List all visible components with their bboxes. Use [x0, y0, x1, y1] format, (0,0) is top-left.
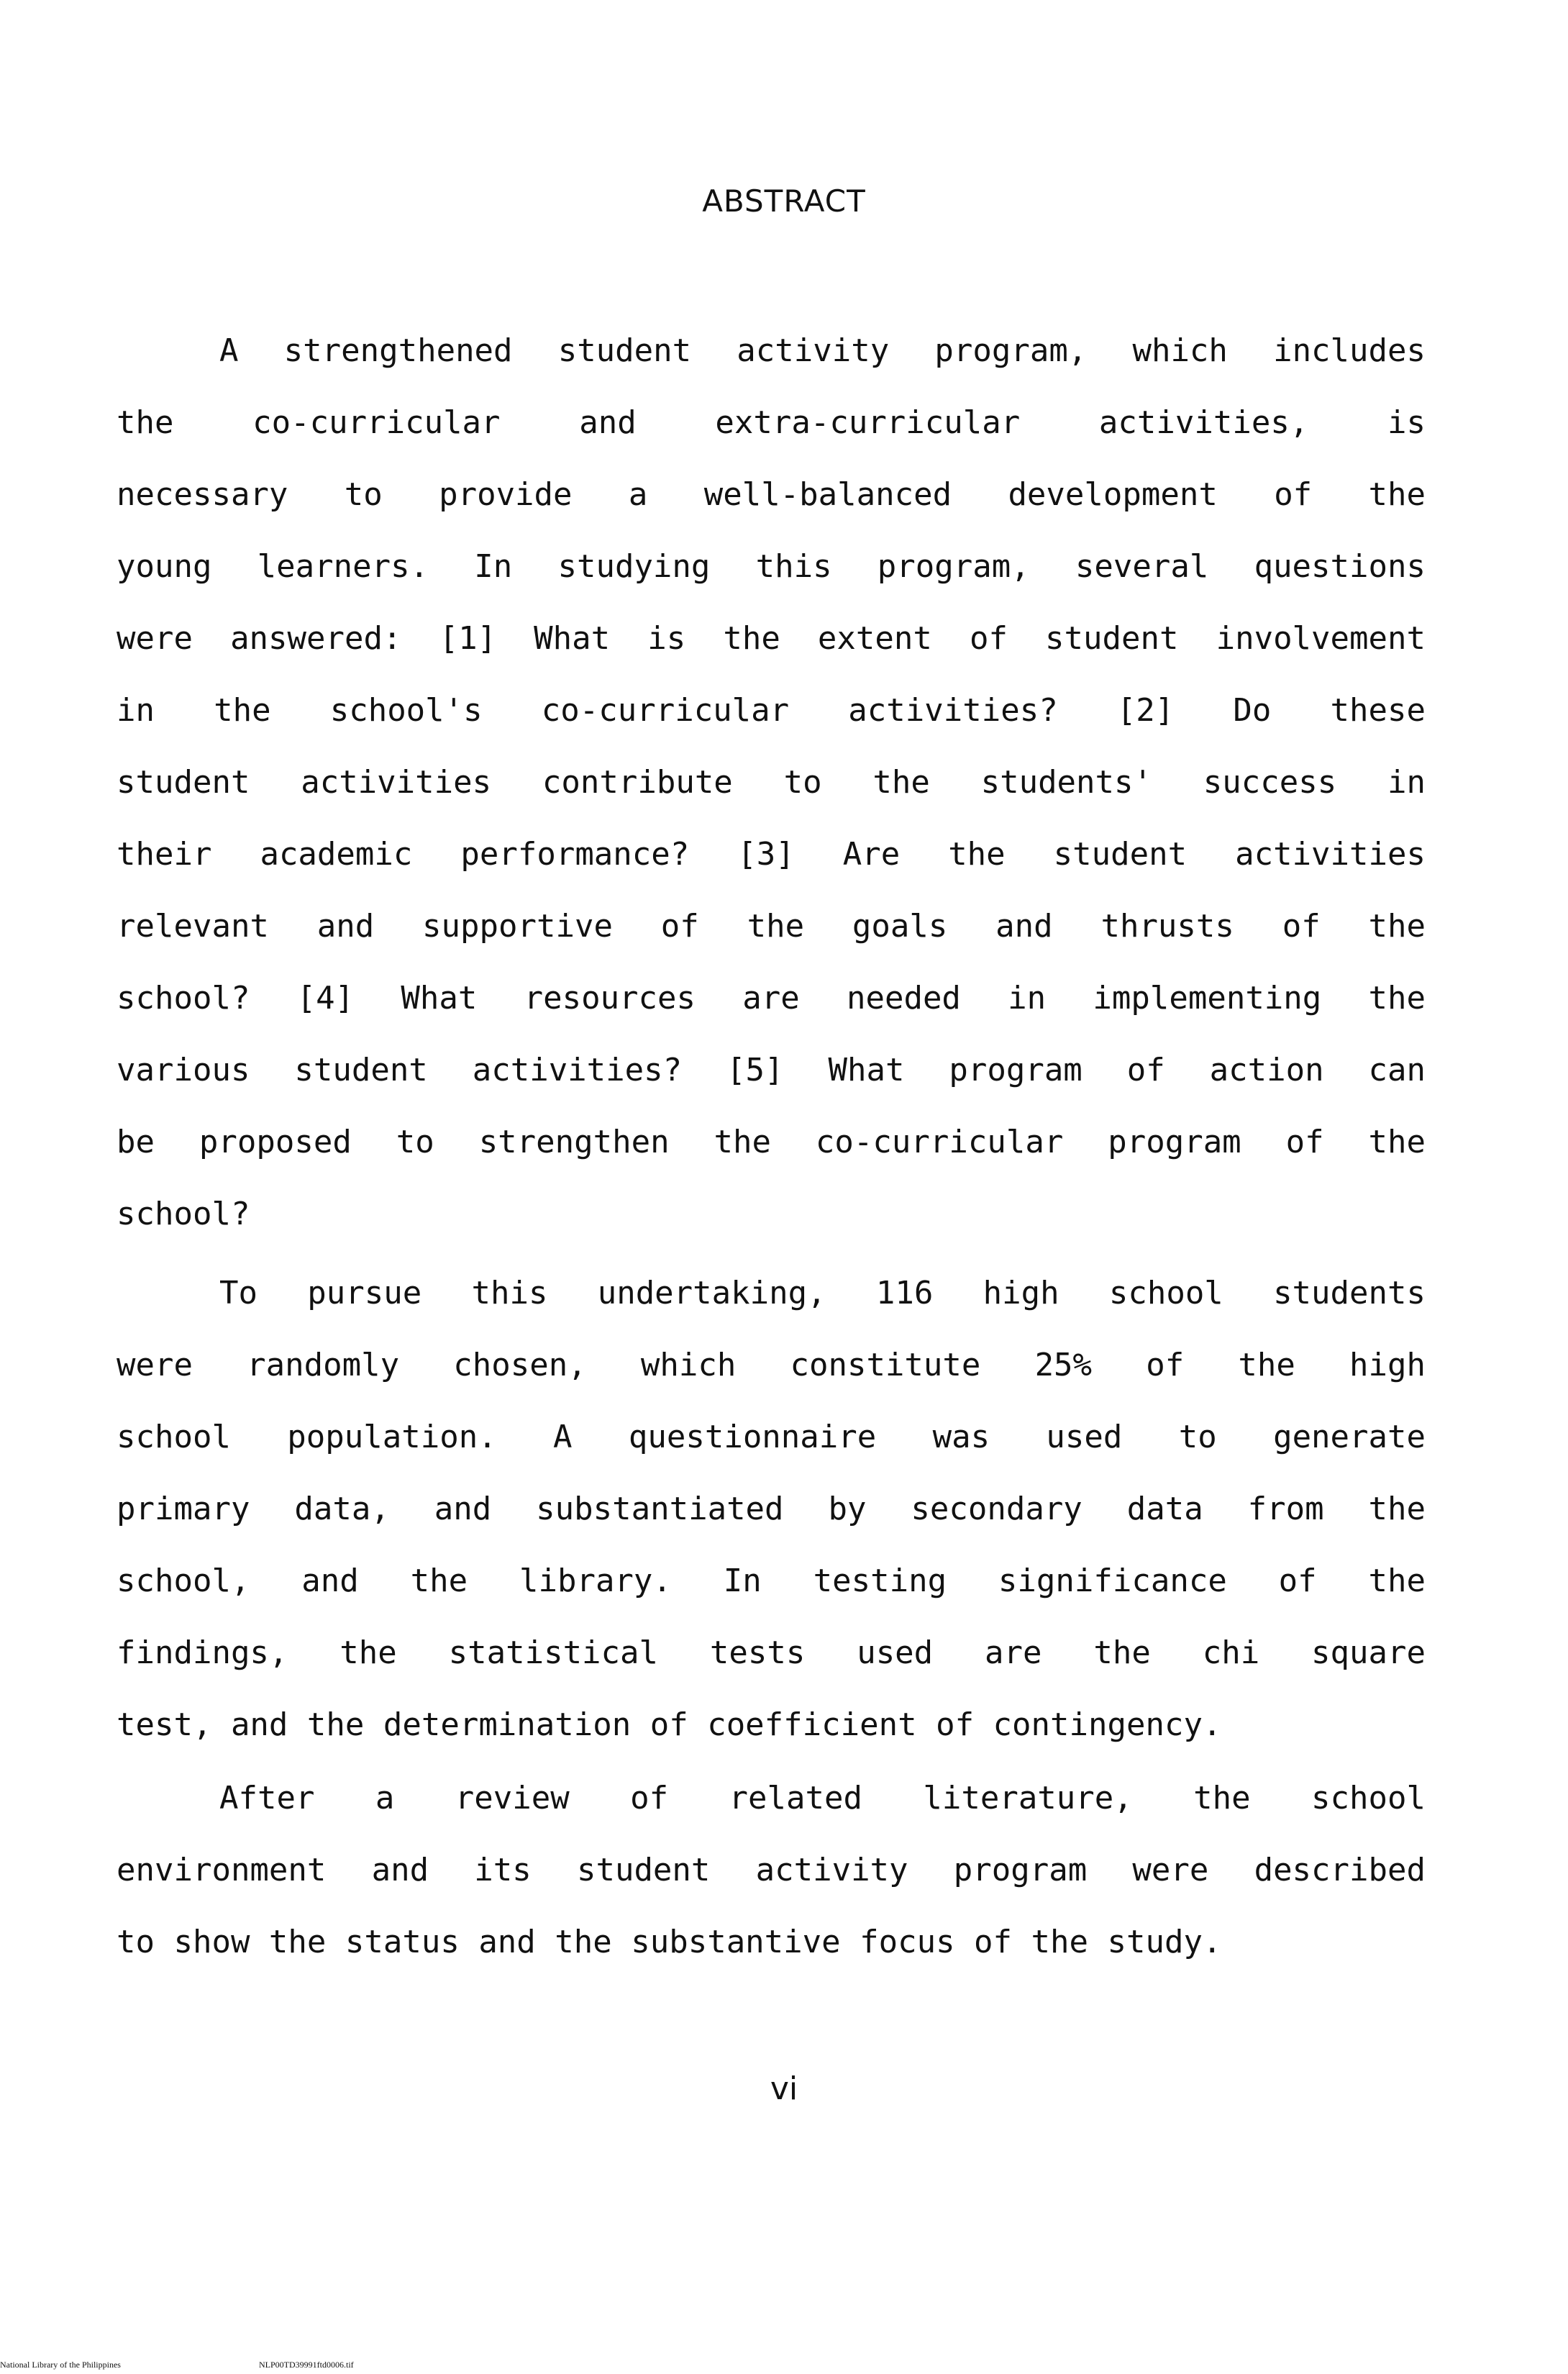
- text-line: school population. A questionnaire was used to generate: [117, 1419, 1426, 1455]
- text-line: school, and the library. In testing significance of the: [117, 1563, 1426, 1599]
- text-line: young learners. In studying this program, several questions: [117, 548, 1426, 585]
- text-line: be proposed to strengthen the co-curricular program of the: [117, 1124, 1426, 1160]
- text-line: school? [4] What resources are needed in implementing the: [117, 980, 1426, 1017]
- page-number: vi: [770, 2070, 798, 2107]
- text-line: relevant and supportive of the goals and thrusts of the: [117, 908, 1426, 945]
- text-line: the co-curricular and extra-curricular activities, is: [117, 404, 1426, 441]
- footer-file: NLP00TD39991ftd0006.tif: [259, 2360, 354, 2370]
- text-line: To pursue this undertaking, 116 high school students: [219, 1275, 1426, 1311]
- text-line: test, and the determination of coefficient of contingency.: [117, 1706, 1222, 1743]
- text-line: were randomly chosen, which constitute 25% of the high: [117, 1347, 1426, 1383]
- scan-footer: [0, 2360, 354, 2370]
- text-line: After a review of related literature, the school: [219, 1780, 1426, 1816]
- text-line: to show the status and the substantive focus of the study.: [117, 1924, 1222, 1960]
- text-line: in the school's co-curricular activities? [2] Do these: [117, 692, 1426, 729]
- text-line: necessary to provide a well-balanced development of the: [117, 476, 1426, 513]
- text-line: findings, the statistical tests used are the chi square: [117, 1634, 1426, 1671]
- page-title: ABSTRACT: [702, 183, 866, 219]
- footer-library: National Library of the Philippines: [0, 2360, 121, 2370]
- text-line: were answered: [1] What is the extent of student involvement: [117, 620, 1426, 657]
- text-line: environment and its student activity program were described: [117, 1852, 1426, 1888]
- text-line: various student activities? [5] What program of action can: [117, 1052, 1426, 1088]
- text-line: primary data, and substantiated by secondary data from the: [117, 1491, 1426, 1527]
- text-line: their academic performance? [3] Are the student activities: [117, 836, 1426, 873]
- text-line: A strengthened student activity program, which includes: [219, 332, 1426, 369]
- text-line: school?: [117, 1196, 250, 1232]
- text-line: student activities contribute to the students' success in: [117, 764, 1426, 801]
